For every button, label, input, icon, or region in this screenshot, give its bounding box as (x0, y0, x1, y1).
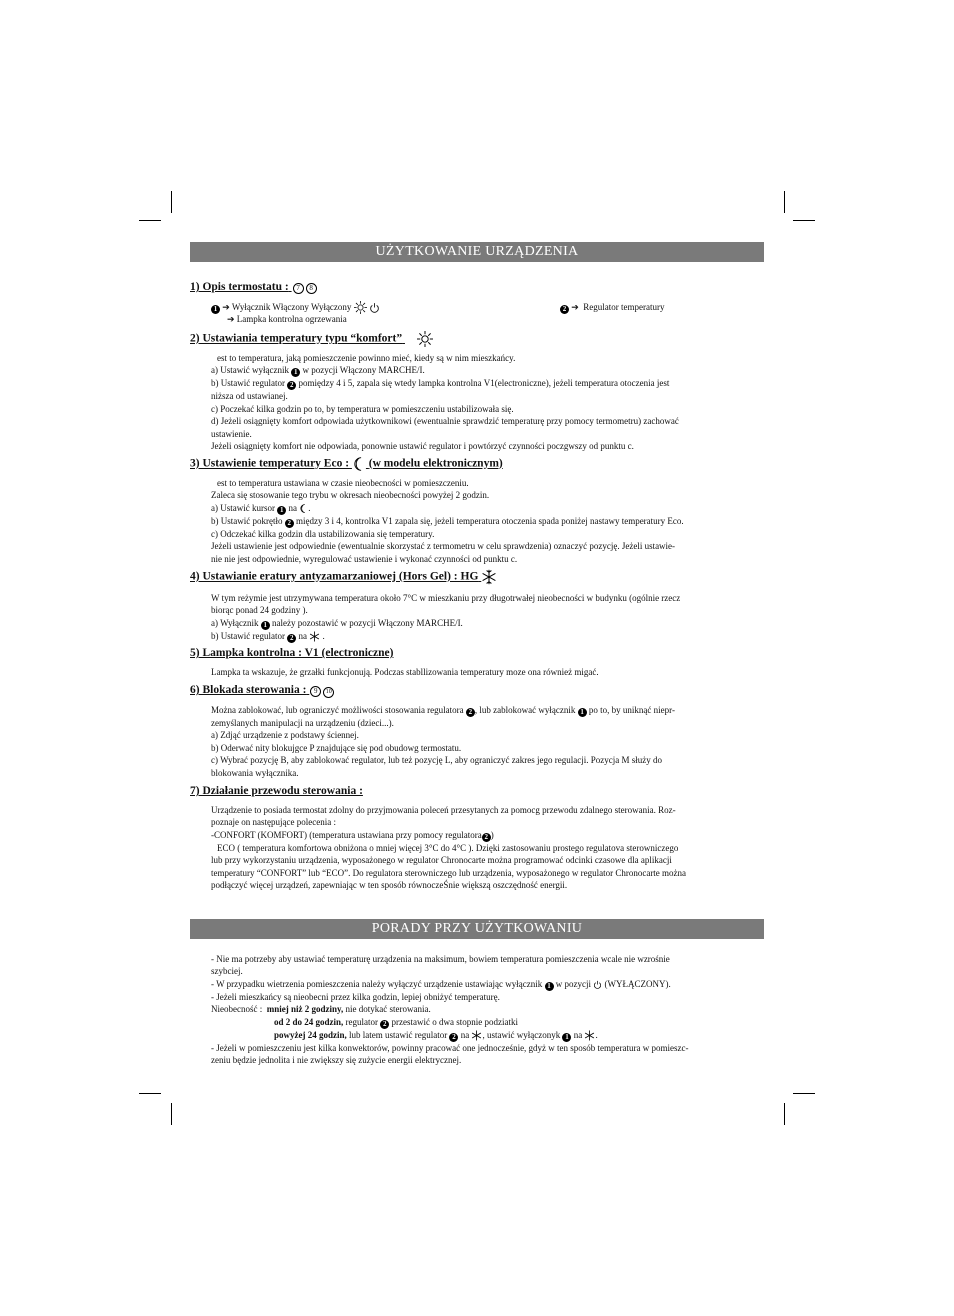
text-line: szybciej. (211, 966, 243, 977)
heading-frost-protection (190, 569, 497, 585)
list-item: 2 ➔ Regulator temperatury (560, 301, 665, 314)
text-line: a) Ustawić wyłącznik 1 w pozycji Włączony MARCHE/I. (211, 365, 425, 377)
text-line: poznaje on następujące polecenia : (211, 817, 336, 828)
heading-text: 1) Opis termostatu : (190, 281, 289, 293)
text-line: - Nie ma potrzeby aby ustawiać temperaturę urządzenia na maksimum, bowiem temperatura pomieszczenia wcale nie wzrośnie (211, 954, 670, 964)
heading-text: (w modelu elektronicznym) (368, 457, 503, 470)
paragraph (211, 592, 764, 643)
heading-indicator-lamp (190, 647, 393, 659)
text-line: Urządzenie to posiada termostat zdolny do przyjmowania poleceń przesytanych za pomocg przewodu zdalnego sterowania. Roz- (211, 805, 676, 815)
number-9-icon: 9 (310, 686, 321, 697)
number-1-badge: 1 (562, 1033, 571, 1042)
number-1-badge: 1 (545, 982, 554, 991)
text-line: a) Ustawić kursor 1 na . (211, 502, 311, 514)
list-item: 1 ➔ Wyłącznik Włączony Wyłączony (211, 301, 380, 314)
text-line: zemyślanych manipulacji na urządzeniu (dzieci...). (211, 718, 394, 728)
number-1-badge: 1 (578, 708, 587, 717)
paragraph (211, 352, 764, 452)
number-1-badge: 1 (291, 368, 300, 377)
text-line: -CONFORT (KOMFORT) (temperatura ustawiana przy pomocy regulatora 2 ) (211, 829, 494, 841)
heading-text: 6) Blokada sterowania : (190, 684, 307, 696)
section-banner-tips: PORADY PRZY UŻYTKOWANIU (190, 919, 764, 939)
text-line: podłączyć więcej urządzeń, zapewniając w ten sposób równoczeŚnie większą oszczędność energii. (211, 880, 568, 891)
regulator-label: Regulator temperatury (583, 302, 665, 312)
heading-control-lock (190, 684, 335, 698)
text-line: Zaleca się stosowanie tego trybu w okresach nieobecności powyżej 2 godzin. (211, 490, 490, 501)
text-line: ECO ( temperatura komfortowa obniżona o mniej więcej 3°C do 4°C ). Dzięki zastosowaniu prostego regulatova sterowniczego (217, 842, 679, 853)
text-line: lub przy wykorzystaniu urządzenia, wyposażonego w regulator Chronocarte można programować odcinki czasowe dla aplikacji (211, 855, 672, 866)
tips-section (211, 953, 743, 1066)
text-line: b) Oderwać nity blokujgce P znajdujące się pod obudowg termostatu. (211, 742, 462, 753)
text-line: c) Odczekać kilka godzin dla ustabilizowania się temperatury. (211, 528, 435, 539)
crop-mark (784, 1103, 785, 1125)
text-line: est to temperatura ustawiana w czasie nieobecności w pomieszczeniu. (217, 478, 469, 488)
heading-text: 4) Ustawianie eratury antyzamarzaniowej (Hors Gel) : HG (190, 570, 479, 583)
number-1-badge: 1 (277, 506, 286, 515)
crop-mark (139, 220, 161, 221)
sun-icon (354, 301, 367, 314)
heading-text: 7) Działanie przewodu sterowania : (190, 785, 363, 797)
paragraph (211, 666, 764, 678)
moon-icon (352, 456, 366, 472)
text-line: zeniu będzie jednolita i nie zwiększy się zużycie energii elektrycznej. (211, 1055, 462, 1066)
crop-mark (793, 1093, 815, 1094)
text-line: a) Wyłącznik 1 należy pozostawić w pozycji Włączony MARCHE/I. (211, 617, 463, 629)
paragraph (211, 804, 764, 891)
number-8-icon: 8 (306, 283, 317, 294)
text-line: Jeżeli osiągnięty komfort nie odpowiada, ponownie ustawić regulator i powtórzyć czynności poczgwszy od punktu c. (211, 441, 634, 452)
number-2-badge: 2 (449, 1033, 458, 1042)
number-2-badge: 2 (287, 634, 296, 643)
text-line: d) Jeżeli osiągnięty komfort odpowiada użytkownikowi (ewentualnie sprawdzić temperaturę przy pomocy termometru) zachować (211, 416, 679, 427)
text-line: powyżej 24 godzin, lub latem ustawić regulator 2 na , ustawić wyłączonyk 1 na . (274, 1029, 598, 1041)
text-line: nie nie jest odpowiednie, wyregulować ustawienie i wykonać czynności od punktu c. (211, 553, 518, 564)
text-line: Można zablokować, lub ograniczyć możliwości stosowania regulatora 2 , lub zablokować wyłącznik 1 po to, by uniknąć niepr- (211, 705, 675, 716)
paragraph (211, 704, 764, 779)
number-1-badge: 1 (261, 621, 270, 630)
text-line: b) Ustawić regulator 2 pomiędzy 4 i 5, zapala się wtedy lampka kontrolna V1(electroniczne), jeżeli temperatura otoczenia jest (211, 378, 670, 390)
lamp-label: Lampka kontrolna ogrzewania (236, 314, 347, 324)
heading-text: 3) Ustawienie temperatury Eco : (190, 457, 350, 470)
text-line: Nieobecność : mniej niż 2 godziny, nie dotykać sterowania. (211, 1004, 431, 1015)
text-line: W tym reżymie jest utrzymywana temperatura około 7°C w mieszkaniu przy długotrwałej nieobecności w budynku (ogólnie rzecz (211, 593, 681, 603)
number-2-badge: 2 (287, 381, 296, 390)
switch-label: Wyłącznik Włączony Wyłączony (231, 302, 352, 312)
heading-pilot-wire (190, 785, 363, 797)
number-2-badge: 2 (285, 519, 294, 528)
text-line: a) Zdjąć urządzenie z podstawy ściennej. (211, 730, 359, 741)
text-line: c) Wybrać pozycję B, aby zablokować regulator, lub też pozycję L, aby ograniczyć zakres jego regulacji. Pozycja M służy do (211, 755, 662, 766)
number-7-icon: 7 (293, 283, 304, 294)
text-line: niższa od ustawianej. (211, 391, 288, 402)
text-line: Jeżeli ustawienie jest odpowiednie (ewentualnie skorzystać z termometru w celu sprawdzenia) oznaczyć pozycję. Jeżeli ustawie- (211, 541, 676, 552)
crop-mark (139, 1093, 161, 1094)
heading-text: 2) Ustawiania temperatury typu “komfort” (190, 332, 403, 345)
list-item: ➔ Lampka kontrolna ogrzewania (227, 314, 347, 324)
number-2-badge: 2 (482, 833, 491, 842)
number-1-badge: 1 (211, 305, 220, 314)
heading-comfort-temperature (190, 331, 433, 347)
snowflake-icon (471, 1030, 482, 1041)
section-banner-usage: UŻYTKOWANIE URZĄDZENIA (190, 242, 764, 262)
text-line: est to temperatura, jaką pomieszczenie powinno mieć, kiedy są w nim mieszkańcy. (217, 353, 516, 363)
number-2-badge: 2 (380, 1020, 389, 1029)
text-line: b) Ustawić pokrętło 2 między 3 i 4, kontrolka V1 zapala się, jeżeli temperatura otoczenia spada poniżej nastawy temperatury Eco. (211, 515, 684, 527)
number-2-badge: 2 (466, 708, 475, 717)
number-10-icon: 10 (323, 687, 334, 698)
paragraph (211, 477, 764, 565)
text-line: ustawienie. (211, 428, 252, 439)
text-line: temperatury “CONFORT” lub “ECO”. Do regulatora sterowniczego lub urządzenia, wyposażonego w regulator Chronocarte można (211, 867, 687, 878)
power-icon (593, 980, 602, 989)
moon-icon (299, 503, 308, 514)
snowflake-icon (584, 1030, 595, 1041)
sun-icon (417, 331, 433, 347)
heading-thermostat-description (190, 281, 318, 294)
text-line: - Jeżeli mieszkańcy są nieobecni przez kilka godzin, lepiej obniżyć temperaturę. (211, 991, 500, 1002)
number-2-badge: 2 (560, 305, 569, 314)
crop-mark (793, 220, 815, 221)
crop-mark (784, 191, 785, 213)
text-line: c) Poczekać kilka godzin po to, by temperatura w pomieszczeniu ustabilizowała się. (211, 403, 514, 414)
snowflake-icon (309, 631, 320, 642)
text-line: Lampka ta wskazuje, że grzałki funkcjonują. Podczas stabllizowania temperatury moze ona również migać. (211, 667, 599, 677)
crop-mark (171, 191, 172, 213)
text-line: od 2 do 24 godzin, regulator 2 przestawić o dwa stopnie podziatki (274, 1016, 518, 1028)
text-line: - Jeżeli w pomieszczeniu jest kilka konwektorów, powinny pracować one jednocześnie, gdyż w ten sposób temperatura w pomieszc- (211, 1042, 689, 1053)
text-line: blokowania wyłącznika. (211, 767, 299, 778)
text-line: biorąc ponad 24 godziny ). (211, 605, 308, 616)
power-icon (369, 302, 380, 313)
heading-eco-temperature (190, 456, 503, 472)
text-line: b) Ustawić regulator 2 na . (211, 630, 325, 642)
crop-mark (171, 1103, 172, 1125)
heading-text: 5) Lampka kontrolna : V1 (electroniczne) (190, 647, 394, 659)
snowflake-icon (481, 569, 497, 585)
text-line: - W przypadku wietrzenia pomieszczenia należy wyłączyć urządzenie ustawiając wyłącznik 1 w pozycji (WYŁĄCZONY). (211, 978, 671, 990)
